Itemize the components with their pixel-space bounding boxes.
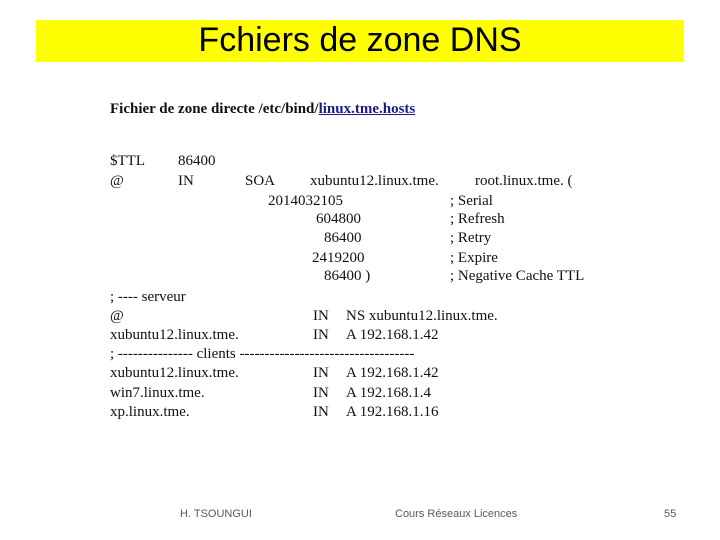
client-class: IN xyxy=(313,385,329,401)
ttl-key: $TTL xyxy=(110,153,145,169)
soa-class: IN xyxy=(178,173,194,189)
heading-prefix: Fichier de zone directe /etc/bind/ xyxy=(110,101,319,117)
refresh-comment: ; Refresh xyxy=(450,211,505,227)
client-class: IN xyxy=(313,365,329,381)
retry-value: 86400 xyxy=(324,230,362,246)
client-host: xubuntu12.linux.tme. xyxy=(110,365,239,381)
negative-ttl-value: 86400 ) xyxy=(324,268,371,284)
ns-record: NS xubuntu12.linux.tme. xyxy=(346,308,498,324)
server-record: A 192.168.1.42 xyxy=(346,327,439,343)
client-host: xp.linux.tme. xyxy=(110,404,190,420)
zone-file-heading xyxy=(110,100,415,118)
refresh-value: 604800 xyxy=(316,211,361,227)
client-record: A 192.168.1.42 xyxy=(346,365,439,381)
heading-filename: linux.tme.hosts xyxy=(318,101,416,117)
retry-comment: ; Retry xyxy=(450,230,492,246)
server-class: IN xyxy=(313,327,329,343)
client-record: A 192.168.1.16 xyxy=(346,404,439,420)
soa-type: SOA xyxy=(245,173,276,189)
soa-mail: root.linux.tme. ( xyxy=(475,173,573,189)
server-comment: ; ---- serveur xyxy=(110,289,186,305)
soa-origin: @ xyxy=(110,173,124,189)
ns-class: IN xyxy=(313,308,329,324)
footer-author: H. TSOUNGUI xyxy=(180,508,252,520)
footer-page-number: 55 xyxy=(664,508,677,520)
server-host: xubuntu12.linux.tme. xyxy=(110,327,239,343)
client-host: win7.linux.tme. xyxy=(110,385,205,401)
client-class: IN xyxy=(313,404,329,420)
serial-value: 2014032105 xyxy=(268,193,343,209)
zone-file-listing xyxy=(110,96,630,426)
soa-nameserver: xubuntu12.linux.tme. xyxy=(310,173,439,189)
ns-origin: @ xyxy=(110,308,124,324)
serial-comment: ; Serial xyxy=(450,193,493,209)
footer-course: Cours Réseaux Licences xyxy=(395,508,518,520)
expire-value: 2419200 xyxy=(312,250,365,266)
expire-comment: ; Expire xyxy=(450,250,498,266)
ttl-value: 86400 xyxy=(178,153,216,169)
clients-comment: ; --------------- clients ----------------------------------- xyxy=(110,346,415,362)
slide-title: Fchiers de zone DNS xyxy=(198,21,522,59)
client-record: A 192.168.1.4 xyxy=(346,385,432,401)
negative-ttl-comment: ; Negative Cache TTL xyxy=(450,268,585,284)
